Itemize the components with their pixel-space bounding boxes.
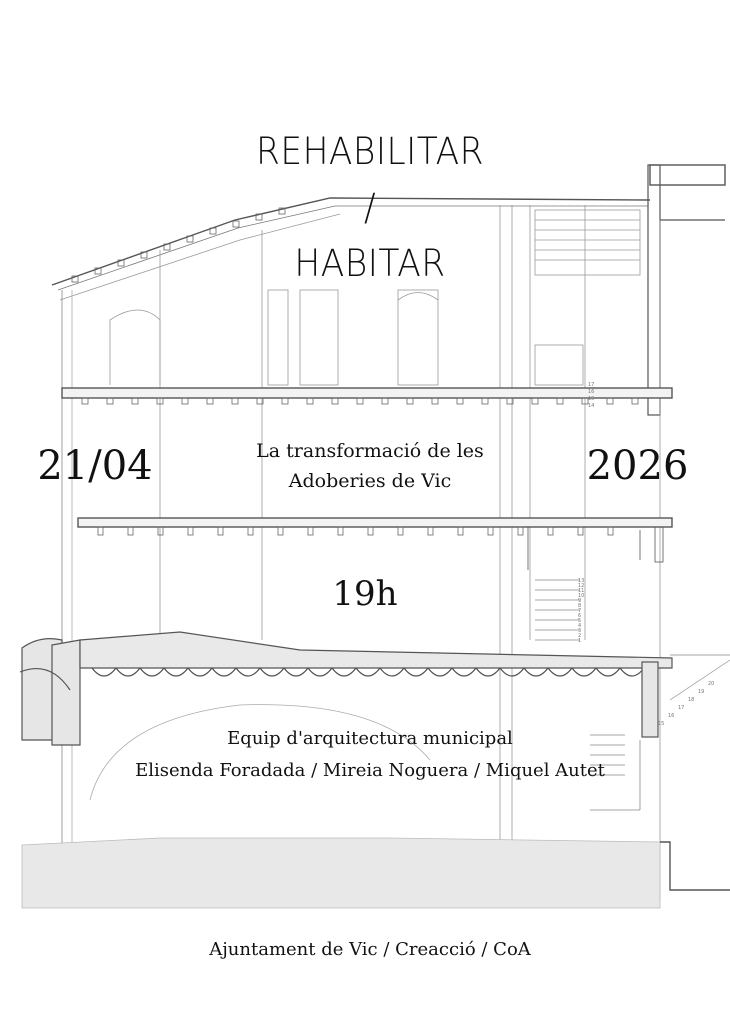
stair-step-label: 1 [578, 638, 582, 644]
stair-step-label: 11 [578, 588, 585, 594]
stair-step-label: 10 [578, 593, 585, 599]
stair-step-label: 9 [578, 598, 582, 604]
ramp-step-label: 17 [678, 705, 685, 711]
dimension-label: 17 [588, 382, 595, 388]
stair-step-label: 2 [578, 633, 582, 639]
dimension-label: 16 [588, 389, 595, 395]
stair-step-label: 5 [578, 618, 582, 624]
stair-step-label: 8 [578, 603, 582, 609]
subtitle-line-2: Adoberies de Vic [288, 470, 452, 492]
vault-arches [92, 668, 644, 676]
ramp-step-label: 15 [658, 721, 665, 727]
team-members: Elisenda Foradada / Mireia Noguera / Miquel Autet [135, 760, 605, 781]
title-line-2: HABITAR [294, 242, 446, 285]
dimension-label: 14 [588, 403, 595, 409]
ramp-step-label: 16 [668, 713, 675, 719]
date-year: 2026 [586, 443, 689, 489]
footer-credits: Ajuntament de Vic / Creacció / CoA [209, 939, 531, 960]
title-line-1: REHABILITAR [256, 130, 484, 173]
slab-beams-middle [98, 527, 613, 535]
stair-step-label: 12 [578, 583, 585, 589]
stair-step-label: 13 [578, 578, 585, 584]
team-name: Equip d'arquitectura municipal [227, 728, 513, 749]
stair-step-label: 3 [578, 628, 582, 634]
slab-beams-upper [82, 398, 638, 404]
subtitle-line-1: La transformació de les [256, 440, 484, 462]
floor-slab-upper [62, 388, 672, 398]
ramp-step-label: 19 [698, 689, 705, 695]
date-day-month: 21/04 [37, 443, 153, 489]
stair-step-label: 4 [578, 623, 582, 629]
louver-lines [535, 220, 640, 260]
ramp-step-label: 18 [688, 697, 695, 703]
title-separator: / [363, 186, 377, 229]
ramp-step-label: 20 [708, 681, 715, 687]
dimension-label: 15 [588, 396, 595, 402]
floor-slab-middle [78, 518, 672, 527]
ground-fill [22, 838, 660, 908]
stair-step-label: 6 [578, 613, 582, 619]
stair-step-label: 7 [578, 608, 582, 614]
event-time: 19h [332, 574, 398, 614]
